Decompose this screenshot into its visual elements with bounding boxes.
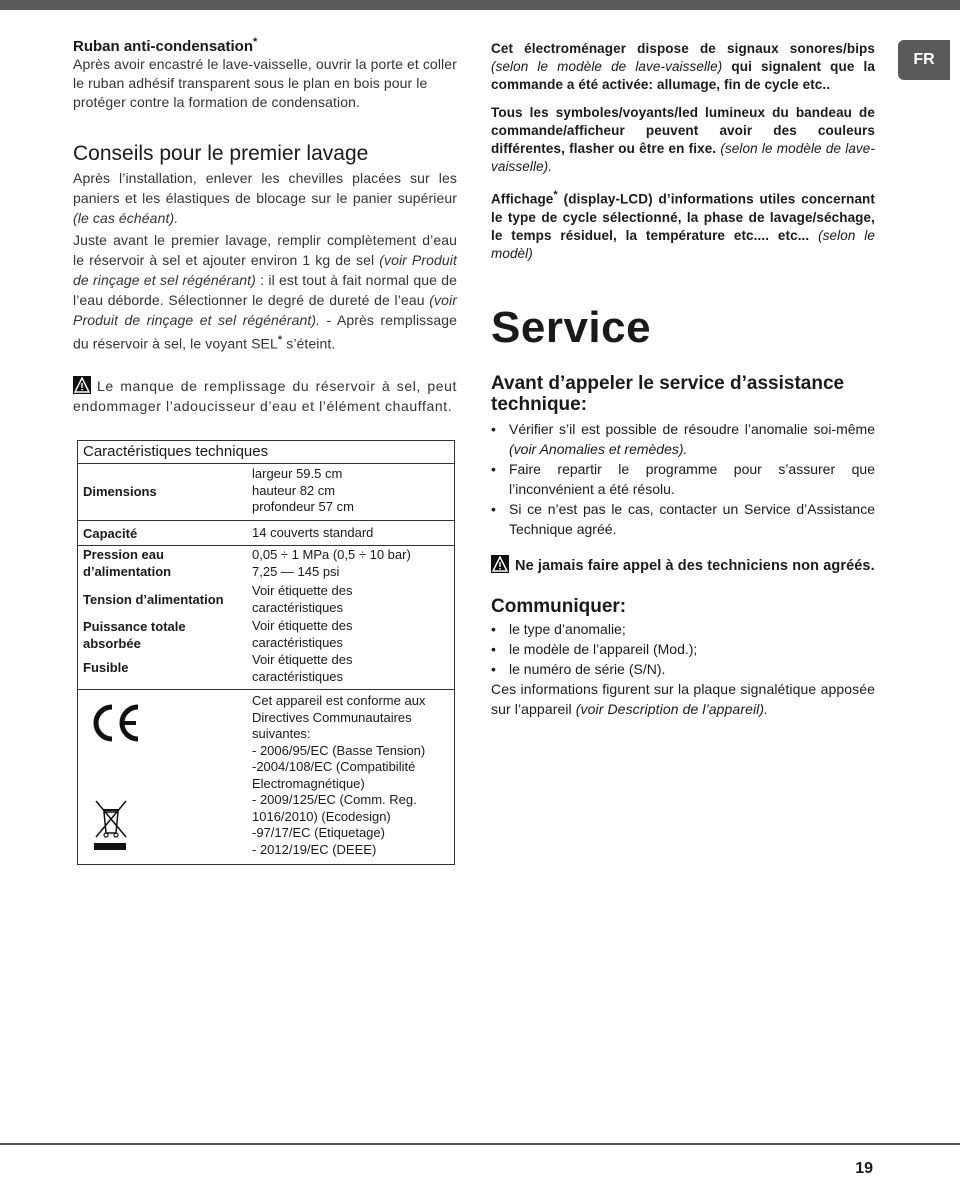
conseils-title: Conseils pour le premier lavage [73, 142, 369, 165]
list-item: • le numéro de série (S/N). [491, 659, 875, 679]
table-row [78, 652, 454, 690]
left-column [73, 36, 457, 416]
row-values: 0,05 ÷ 1 MPa (0,5 ÷ 10 bar) 7,25 — 145 psi [252, 547, 411, 579]
language-tab: FR [898, 40, 950, 80]
row-label: Fusible [83, 660, 129, 675]
ruban-title: Ruban anti-condensation* [73, 36, 258, 55]
conseils-paragraph-2: Juste avant le premier lavage, remplir complètement d’eau le réservoir à sel et ajouter environ 1 kg de sel (voir Produit de rinçage et sel régénérant) : il est tout à fait normal que de l’eau déborde. Sélectionner le degré de dureté de l’eau (voir Produit de rinçage et sel régénérant). - Après remplissage du réservoir à sel, le voyant SEL* s’éteint. [73, 232, 458, 352]
asterisk: * [253, 36, 258, 48]
table-row [78, 583, 454, 618]
warning-icon [491, 555, 509, 573]
spec-table [77, 440, 455, 865]
row-label: Pression eau d’alimentation [83, 547, 172, 579]
avant-list [491, 419, 875, 539]
technician-warning: Ne jamais faire appel à des techniciens non agréés. [491, 555, 875, 576]
conformity-text: Cet appareil est conforme aux Directives Communautaires suivantes: - 2006/95/EC (Basse Tension) -2004/108/EC (Compatibilité Electromagnétique) - 2009/125/EC (Comm. Reg. 1016/2010) (Ecodesign) -97/17/EC (Etiquetage) - 2012/19/EC (DEEE) [252, 693, 426, 857]
right-column [491, 40, 875, 719]
table-row [78, 464, 454, 521]
row-label: Capacité [83, 526, 138, 541]
table-row [78, 546, 454, 583]
weee-bin-icon [94, 799, 128, 856]
service-title: Service [491, 302, 652, 352]
conseils-paragraph-1: Après l’installation, enlever les chevilles placées sur les paniers et les élastiques de blocage sur le panier supérieur (le cas échéant). [73, 170, 457, 226]
list-item: • le modèle de l’appareil (Mod.); [491, 639, 875, 659]
ruban-text: Après avoir encastré le lave-vaisselle, ouvrir la porte et coller le ruban adhésif transparent sous le plan en bois pour le protéger contre la formation de condensation. [73, 56, 457, 110]
communiquer-title: Communiquer: [491, 595, 627, 617]
row-values: Voir étiquette des caractéristiques [252, 618, 353, 650]
page-number: 19 [855, 1160, 873, 1177]
communiquer-list [491, 619, 875, 679]
avant-title: Avant d’appeler le service d’assistance technique: [491, 372, 845, 415]
info-paragraph: Ces informations figurent sur la plaque signalétique apposée sur l’appareil (voir Description de l’appareil). [491, 680, 875, 717]
bottom-rule [0, 1143, 960, 1145]
symboles-paragraph: Tous les symboles/voyants/led lumineux du bandeau de commande/afficheur peuvent avoir des couleurs différentes, flasher ou être en fixe. (selon le modèle de lave-vaisselle). [491, 105, 875, 174]
list-item: • Vérifier s’il est possible de résoudre l’anomalie soi-même (voir Anomalies et remèdes). [491, 419, 875, 459]
list-item: • Faire repartir le programme pour s’assurer que l’inconvénient a été résolu. [491, 459, 875, 499]
row-values: Voir étiquette des caractéristiques [252, 652, 353, 684]
spec-table-title: Caractéristiques techniques [78, 441, 454, 464]
row-label: Dimensions [83, 484, 157, 499]
list-item: • Si ce n’est pas le cas, contacter un Service d’Assistance Technique agréé. [491, 499, 875, 539]
ce-mark-icon [92, 703, 142, 748]
affichage-paragraph: Affichage* (display-LCD) d’informations utiles concernant le type de cycle sélectionné, la phase de lavage/séchage, le temps résiduel, la température etc.... etc... (selon le modèl) [491, 189, 875, 261]
row-values: 14 couverts standard [252, 525, 374, 540]
sonores-paragraph: Cet électroménager dispose de signaux sonores/bips (selon le modèle de lave-vaisselle) qui signalent que la commande a été activée: allumage, fin de cycle etc.. [491, 41, 875, 92]
row-label: Tension d’alimentation [83, 592, 224, 607]
list-item: • le type d’anomalie; [491, 619, 875, 639]
table-row [78, 618, 454, 652]
salt-warning: Le manque de remplissage du réservoir à sel, peut endommager l’adoucisseur d’eau et l’élément chauffant. [73, 377, 457, 414]
row-label: Puissance totale absorbée [83, 619, 186, 651]
row-values: largeur 59.5 cm hauteur 82 cm profondeur 57 cm [252, 466, 354, 514]
row-values: Voir étiquette des caractéristiques [252, 583, 353, 615]
warning-icon [73, 376, 91, 394]
top-bar [0, 0, 960, 10]
table-row [78, 521, 454, 546]
